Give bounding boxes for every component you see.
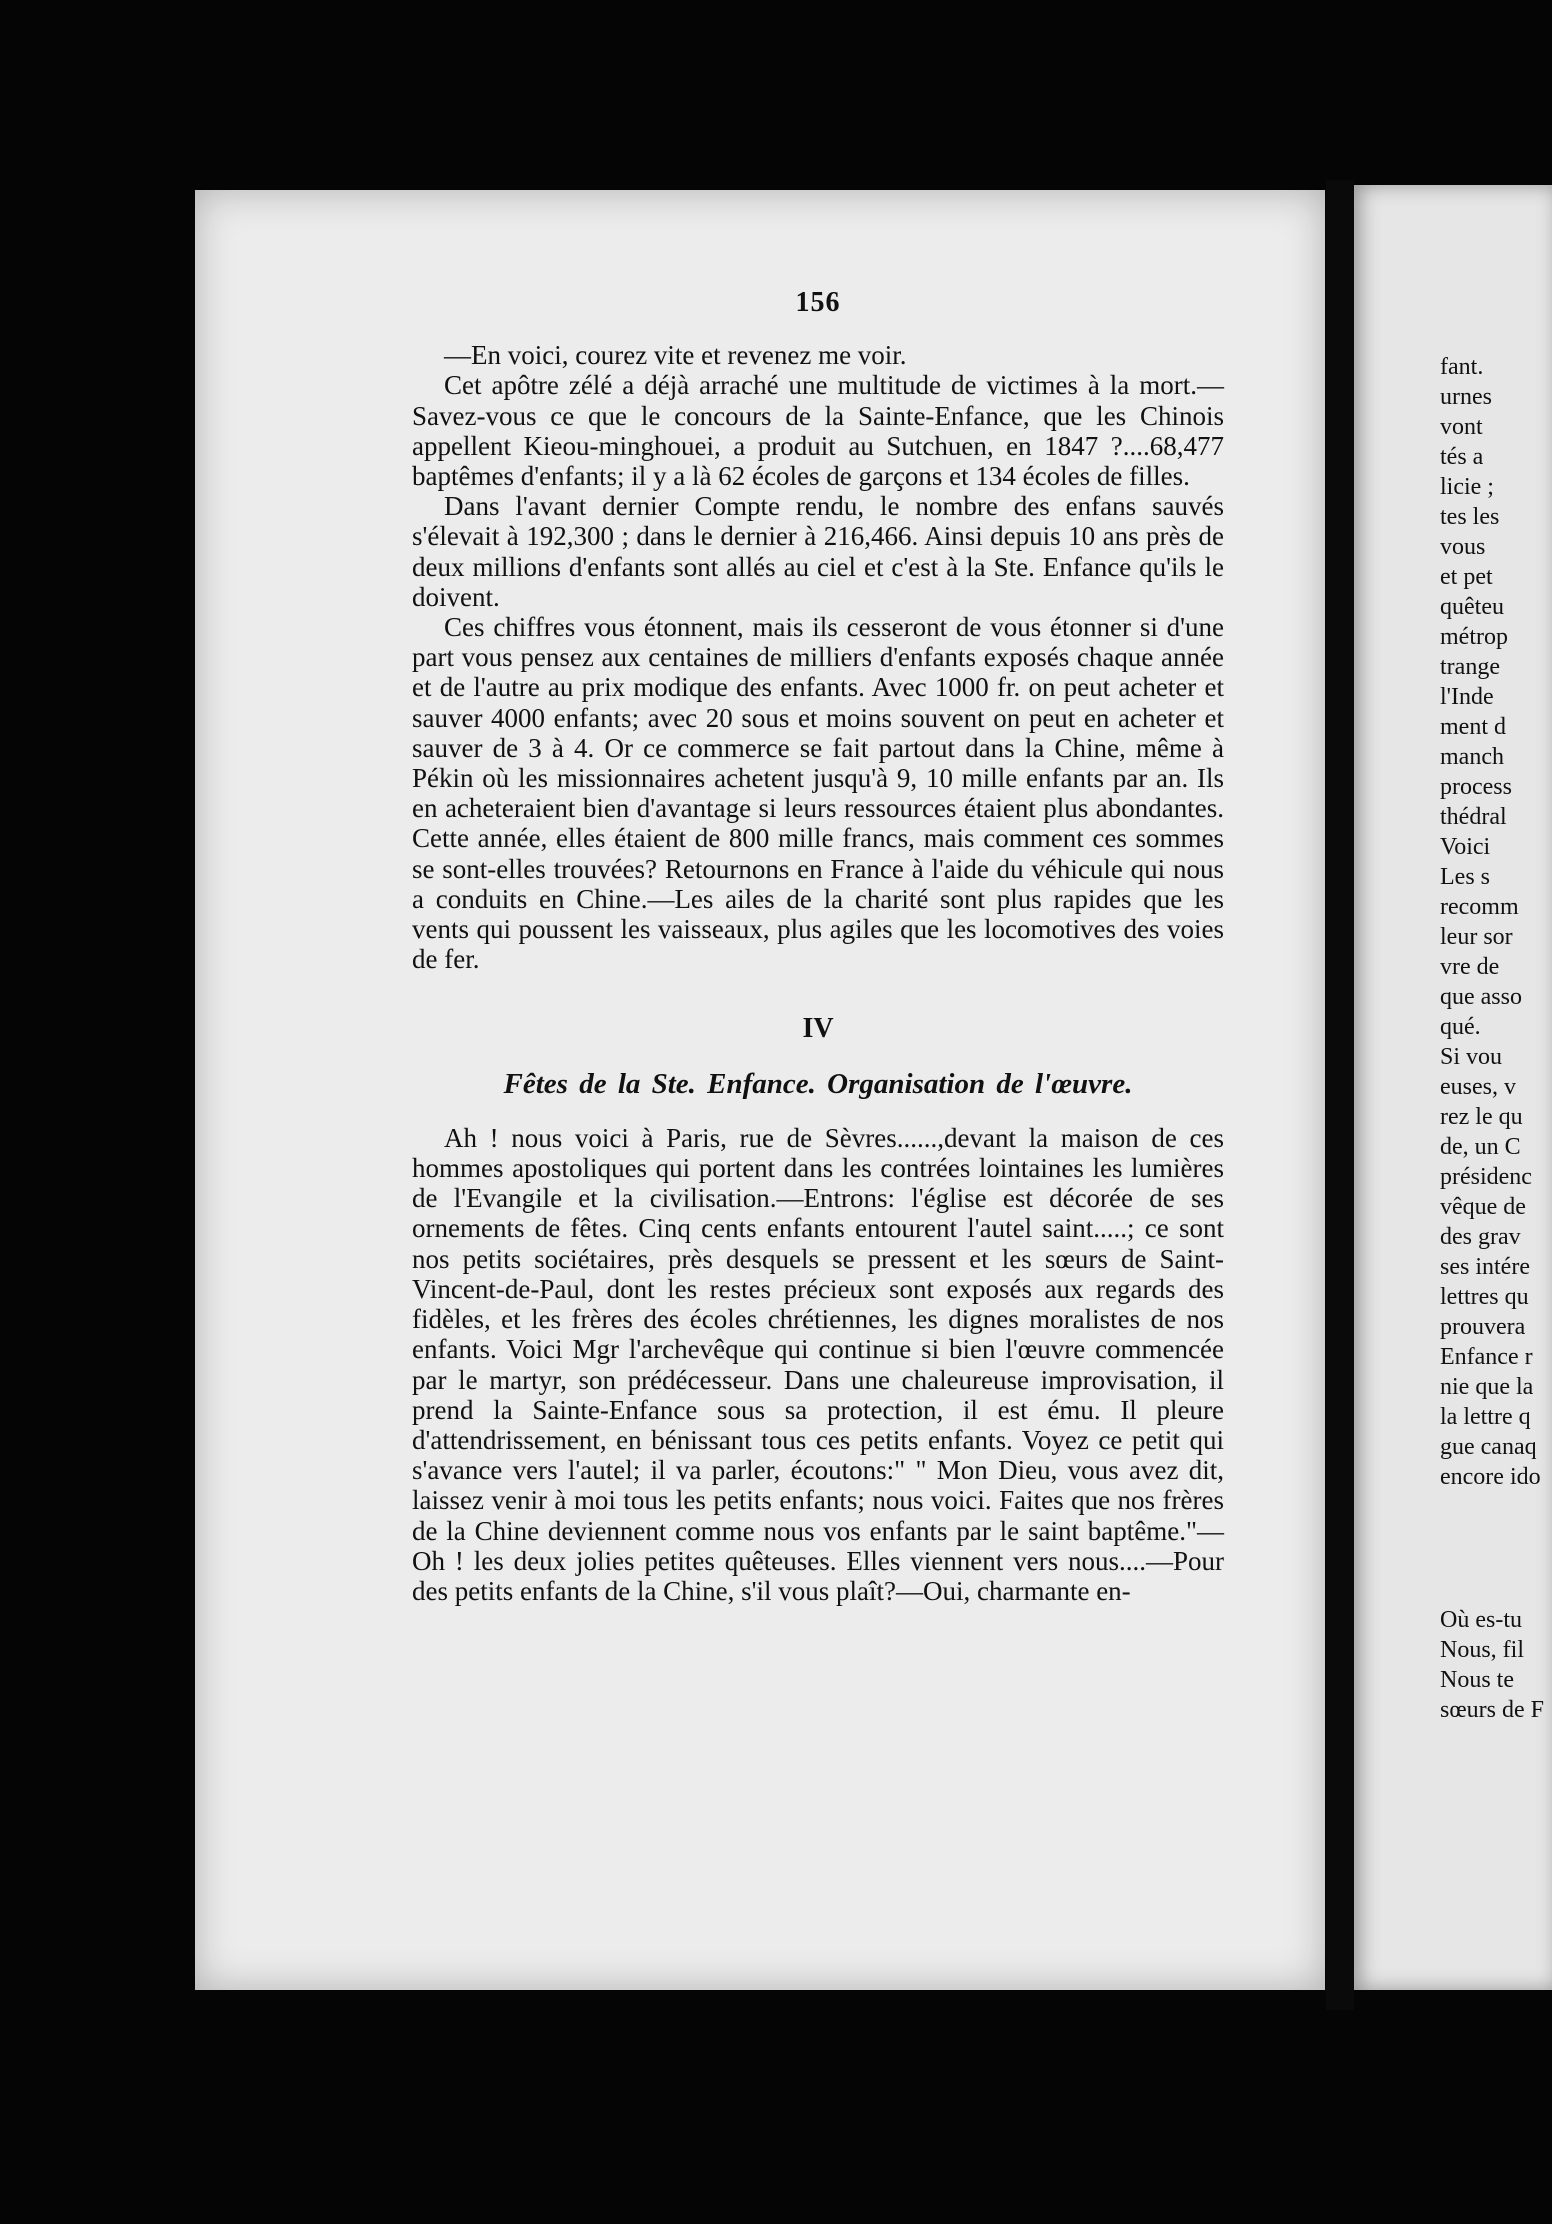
right-page-line: qué. bbox=[1440, 1014, 1481, 1040]
right-page-line: Nous, fil bbox=[1440, 1637, 1524, 1663]
right-page-line: tés a bbox=[1440, 444, 1484, 470]
right-page-line: encore ido bbox=[1440, 1464, 1541, 1490]
right-page-line: vous bbox=[1440, 534, 1486, 560]
right-page-line: trange bbox=[1440, 654, 1500, 680]
right-page-line: que asso bbox=[1440, 984, 1522, 1010]
right-page-line: métrop bbox=[1440, 624, 1508, 650]
right-page-line: des grav bbox=[1440, 1224, 1521, 1250]
right-page-line: urnes bbox=[1440, 384, 1492, 410]
right-page-line: prouvera bbox=[1440, 1314, 1526, 1340]
right-page-line: leur sor bbox=[1440, 924, 1513, 950]
right-page-text-lower bbox=[1440, 1605, 1552, 1725]
paragraph: Ces chiffres vous étonnent, mais ils cesseront de vous étonner si d'une part vous pensez aux centaines de milliers d'enfants exposés chaque année et de l'autre au prix modique des enfants. Avec 1000 fr. on peut acheter et sauver 4000 enfants; avec 20 sous et moins souvent on peut en acheter et sauver de 3 à 4. Or ce commerce se fait partout dans la Chine, même à Pékin où les missionnaires achetent jusqu'à 9, 10 mille enfants par an. Ils en acheteraient bien d'avantage si leurs ressources étaient plus abondantes. Cette année, elles étaient de 800 mille francs, mais comment ces sommes se sont-elles trouvées? Retournons en France à l'aide du véhicule qui nous a conduits en Chine.—Les ailes de la charité sont plus rapides que les vents qui poussent les vaisseaux, plus agiles que les locomotives des voies de fer. bbox=[412, 612, 1224, 975]
right-page-line: ment d bbox=[1440, 714, 1506, 740]
right-page-line: tes les bbox=[1440, 504, 1500, 530]
right-page-line: la lettre q bbox=[1440, 1404, 1531, 1430]
right-page-line: licie ; bbox=[1440, 474, 1494, 500]
paragraph: Ah ! nous voici à Paris, rue de Sèvres......,devant la maison de ces hommes apostoliques qui portent dans les contrées lointaines les lumières de l'Evangile et la civilisation.—Entrons: l'église est décorée de ses ornements de fêtes. Cinq cents enfants entourent l'autel saint.....; ce sont nos petits sociétaires, près desquels se pressent et les sœurs de Saint-Vincent-de-Paul, dont les restes précieux sont exposés aux regards des fidèles, et les frères des écoles chrétiennes, les dignes moralistes de nos enfants. Voici Mgr l'archevêque qui continue si bien l'œuvre commencée par le martyr, son prédécesseur. Dans une chaleureuse improvisation, il prend la Sainte-Enfance sous sa protection, il est ému. Il pleure d'attendrissement, en bénissant tous ces petits enfants. Voyez ce petit qui s'avance vers l'autel; il va parler, écoutons:" " Mon Dieu, vous avez dit, laissez venir à moi tous les petits enfants; nous voici. Faites que nos frères de la Chine deviennent comme nous vos enfants par le saint baptême."—Oh ! les deux jolies petites quêteuses. Elles viennent vers nous....—Pour des petits enfants de la Chine, s'il vous plaît?—Oui, charmante en- bbox=[412, 1122, 1224, 1606]
book-spine bbox=[1326, 180, 1354, 2010]
right-page-line: Les s bbox=[1440, 864, 1490, 890]
right-page-line: l'Inde bbox=[1440, 684, 1494, 710]
page-text bbox=[412, 288, 1224, 1606]
right-page-line: quêteu bbox=[1440, 594, 1504, 620]
right-page-line: nie que la bbox=[1440, 1374, 1534, 1400]
right-page-line: recomm bbox=[1440, 894, 1519, 920]
right-page-line: euses, v bbox=[1440, 1074, 1516, 1100]
right-page-line: et pet bbox=[1440, 564, 1493, 590]
right-page-line: Voici bbox=[1440, 834, 1491, 860]
right-page-line: Où es-tu bbox=[1440, 1607, 1522, 1633]
right-page-line: process bbox=[1440, 774, 1512, 800]
right-page-line: vre de bbox=[1440, 954, 1500, 980]
paragraph: —En voici, courez vite et revenez me voir. bbox=[444, 340, 907, 371]
right-page-line: Nous te bbox=[1440, 1667, 1514, 1693]
right-page-line: sœurs de F bbox=[1440, 1697, 1545, 1723]
right-page-text bbox=[1440, 352, 1552, 1492]
right-page-line: vont bbox=[1440, 414, 1483, 440]
right-page-line: thédral bbox=[1440, 804, 1507, 830]
right-page-line: lettres qu bbox=[1440, 1284, 1529, 1310]
right-page-line: de, un C bbox=[1440, 1134, 1521, 1160]
page-number: 156 bbox=[795, 287, 841, 318]
right-page-line: gue canaq bbox=[1440, 1434, 1537, 1460]
paragraph: Dans l'avant dernier Compte rendu, le nombre des enfans sauvés s'élevait à 192,300 ; dans le dernier à 216,466. Ainsi depuis 10 ans près de deux millions d'enfants sont allés au ciel et c'est à la Ste. Enfance qu'ils le doivent. bbox=[412, 491, 1224, 612]
right-page-line: fant. bbox=[1440, 354, 1484, 380]
right-page-line: rez le qu bbox=[1440, 1104, 1523, 1130]
section-title: Fêtes de la Ste. Enfance. Organisation de l'œuvre. bbox=[503, 1067, 1133, 1100]
right-page-line: présidenc bbox=[1440, 1164, 1532, 1190]
right-page-line: Enfance r bbox=[1440, 1344, 1533, 1370]
right-page-line: Si vou bbox=[1440, 1044, 1503, 1070]
section-numeral: IV bbox=[802, 1013, 834, 1045]
right-page-line: vêque de bbox=[1440, 1194, 1526, 1220]
right-page-line: ses intére bbox=[1440, 1254, 1530, 1280]
paragraph: Cet apôtre zélé a déjà arraché une multitude de victimes à la mort.—Savez-vous ce que le concours de la Sainte-Enfance, que les Chinois appellent Kieou-minghouei, a produit au Sutchuen, en 1847 ?....68,477 baptêmes d'enfants; il y a là 62 écoles de garçons et 134 écoles de filles. bbox=[412, 370, 1224, 492]
right-page-line: manch bbox=[1440, 744, 1504, 770]
